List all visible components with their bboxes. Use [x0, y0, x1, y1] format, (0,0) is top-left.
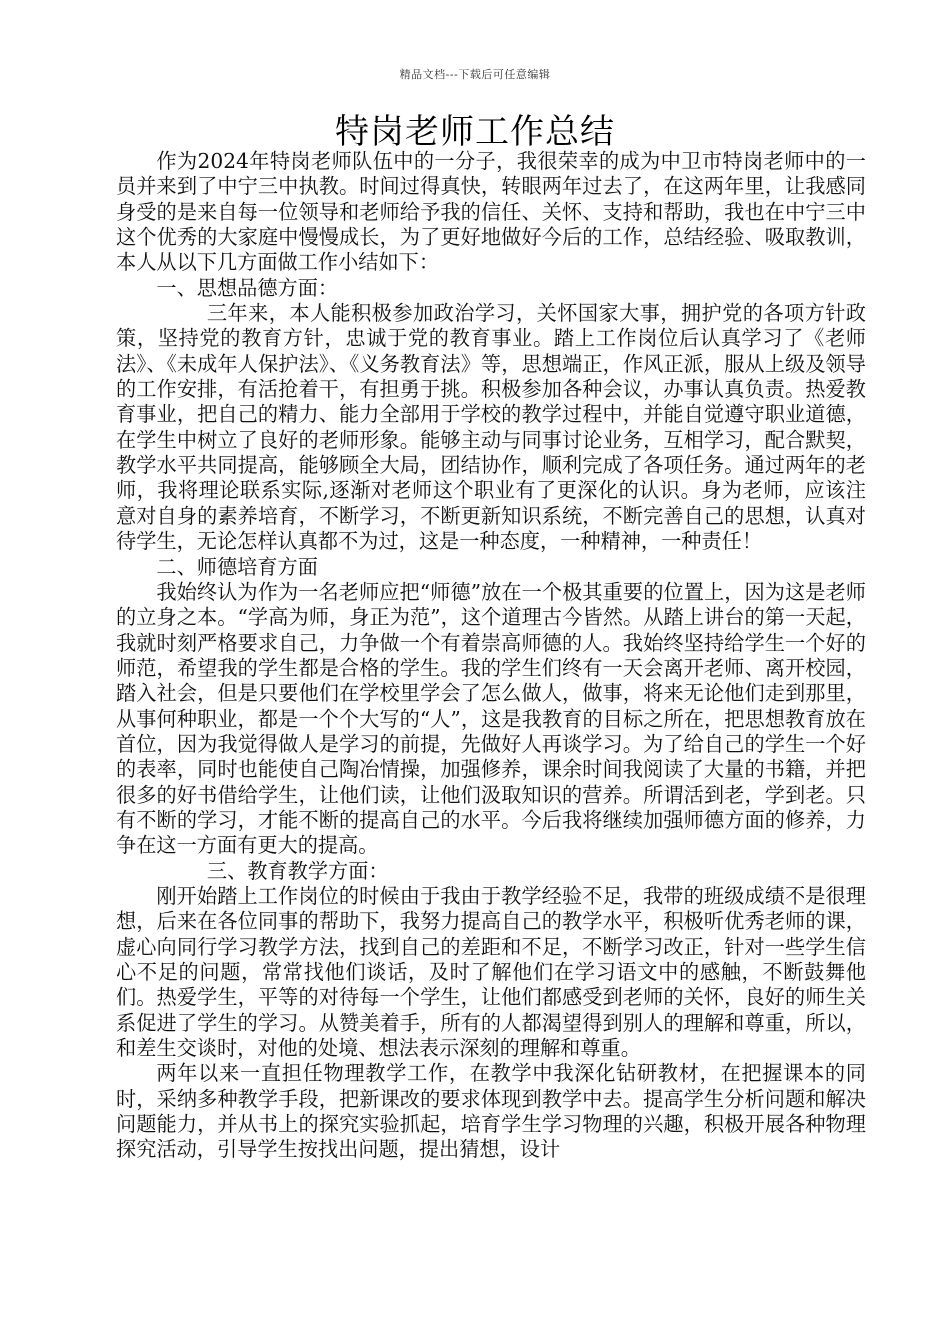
- section-heading-ideology: 一、思想品德方面：: [156, 275, 339, 300]
- section-heading-teaching: 三、教育教学方面：: [206, 858, 389, 883]
- section-paragraph-teaching-2: 两年以来一直担任物理教学工作，在教学中我深化钻研教材，在把握课本的同时，采纳多种教学手段，把新课改的要求体现到教学中去。提高学生分析问题和解决问题能力，并从书上的探究实验抓起，培育学生学习物理的兴趣，积极开展各种物理探究活动，引导学生按找出问题，提出猜想，设计: [116, 1061, 866, 1162]
- section-paragraph-teaching-1: 刚开始踏上工作岗位的时候由于我由于教学经验不足，我带的班级成绩不是很理想，后来在各位同事的帮助下，我努力提高自己的教学水平，积极听优秀老师的课，虚心向同行学习教学方法，找到自己的差距和不足，不断学习改正，针对一些学生信心不足的问题，常常找他们谈话，及时了解他们在学习语文中的感触，不断鼓舞他们。热爱学生，平等的对待每一个学生，让他们都感受到老师的关怀，良好的师生关系促进了学生的学习。从赞美着手，所有的人都渴望得到别人的理解和尊重，所以，和差生交谈时，对他的处境、想法表示深刻的理解和尊重。: [116, 883, 866, 1061]
- section-paragraph-ethics: 我始终认为作为一名老师应把“师德”放在一个极其重要的位置上，因为这是老师的立身之本。“学高为师，身正为范”，这个道理古今皆然。从踏上讲台的第一天起，我就时刻严格要求自己，力争做一个有着崇高师德的人。我始终坚持给学生一个好的师范，希望我的学生都是合格的学生。我的学生们终有一天会离开老师、离开校园，踏入社会，但是只要他们在学校里学会了怎么做人，做事，将来无论他们走到那里，从事何种职业，都是一个个大写的“人”，这是我教育的目标之所在，把思想教育放在首位，因为我觉得做人是学习的前提，先做好人再谈学习。为了给自己的学生一个好的表率，同时也能使自己陶冶情操，加强修养，课余时间我阅读了大量的书籍，并把很多的好书借给学生，让他们读，让他们汲取知识的营养。所谓活到老，学到老。只有不断的学习，才能不断的提高自己的水平。今后我将继续加强师德方面的修养，力争在这一方面有更大的提高。: [116, 579, 866, 858]
- document-title: 特岗老师工作总结: [335, 112, 615, 152]
- document-body: [116, 149, 866, 1163]
- section-heading-ethics: 二、师德培育方面: [156, 554, 318, 579]
- section-paragraph-ideology: 三年来，本人能积极参加政治学习，关怀国家大事，拥护党的各项方针政策，坚持党的教育方针，忠诚于党的教育事业。踏上工作岗位后认真学习了《老师法》、《未成年人保护法》、《义务教育法》等，思想端正，作风正派，服从上级及领导的工作安排，有活抢着干，有担勇于挑。积极参加各种会议，办事认真负责。热爱教育事业，把自己的精力、能力全部用于学校的教学过程中，并能自觉遵守职业道德，在学生中树立了良好的老师形象。能够主动与同事讨论业务，互相学习，配合默契，教学水平共同提高，能够顾全大局，团结协作，顺利完成了各项任务。通过两年的老师，我将理论联系实际,逐渐对老师这个职业有了更深化的认识。身为老师，应该注意对自身的素养培育，不断学习，不断更新知识系统，不断完善自己的思想，认真对待学生，无论怎样认真都不为过，这是一种态度，一种精神，一种责任！: [116, 301, 866, 554]
- intro-paragraph: 作为2024年特岗老师队伍中的一分子，我很荣幸的成为中卫市特岗老师中的一员并来到了中宁三中执教。时间过得真快，转眼两年过去了，在这两年里，让我感同身受的是来自每一位领导和老师给予我的信任、关怀、支持和帮助，我也在中宁三中这个优秀的大家庭中慢慢成长，为了更好地做好今后的工作，总结经验、吸取教训，本人从以下几方面做工作小结如下：: [116, 149, 866, 275]
- document-header-note: 精品文档---下载后可任意编辑: [399, 68, 551, 81]
